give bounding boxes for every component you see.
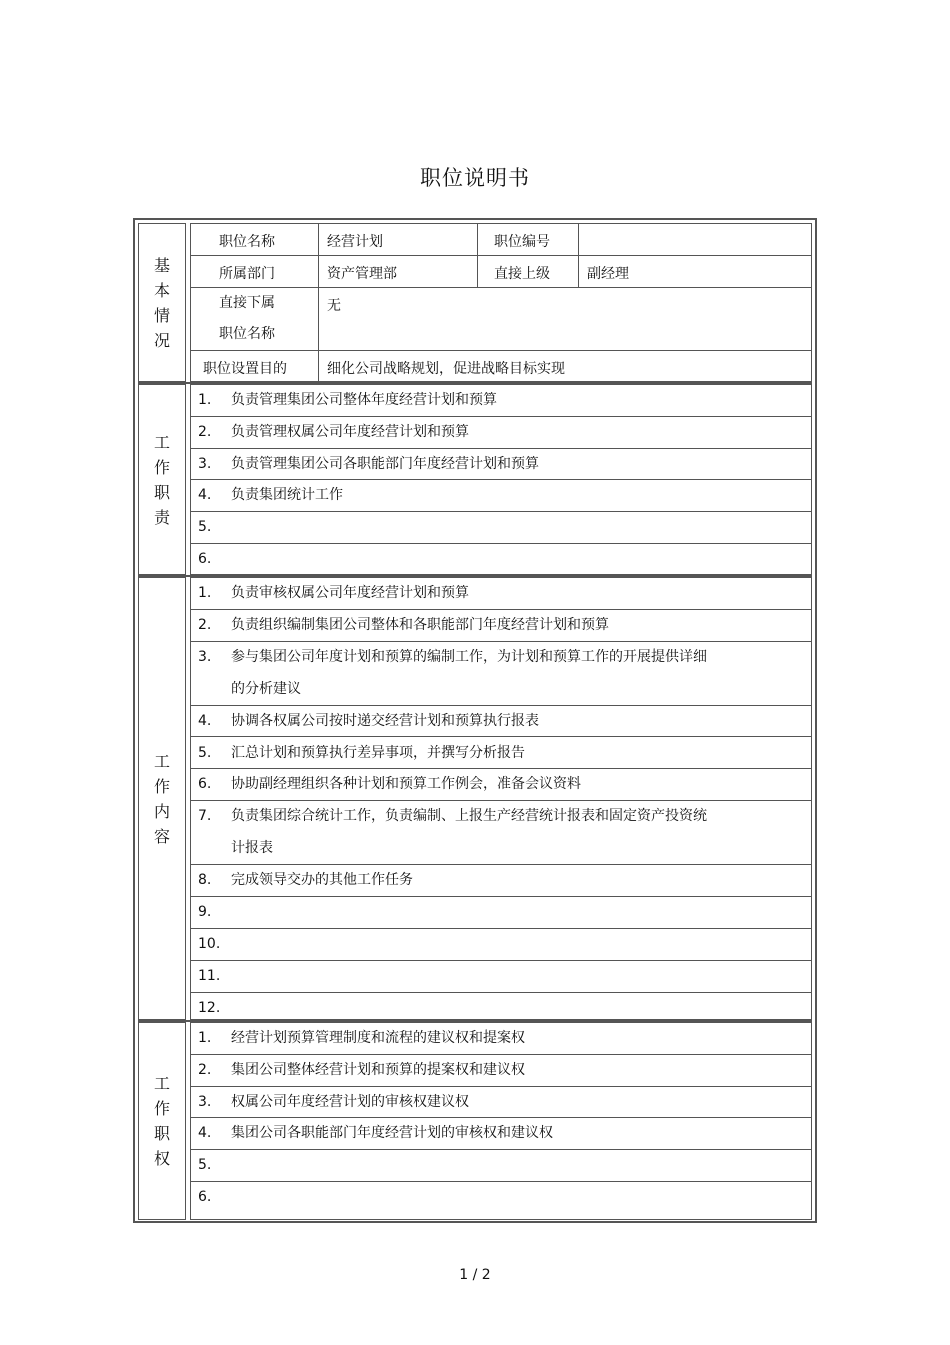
item-text: 协助副经理组织各种计划和预算工作例会，准备会议资料 [231, 776, 581, 793]
item-text: 集团公司整体经营计划和预算的提案权和建议权 [231, 1061, 525, 1078]
list-item [191, 480, 811, 512]
purpose-label: 职位设置目的 [191, 351, 319, 381]
position-name-value: 经营计划 [319, 224, 478, 255]
department-label: 所属部门 [191, 256, 319, 287]
list-item [191, 929, 811, 961]
item-text-continued: 计报表 [231, 840, 273, 857]
item-text: 负责管理权属公司年度经营计划和预算 [231, 423, 469, 440]
page-number: 1 / 2 [459, 1267, 491, 1283]
basic-row-subordinate [191, 288, 811, 351]
list-item [191, 1182, 811, 1214]
subordinate-label-line2: 职位名称 [219, 326, 275, 342]
list-item [191, 449, 811, 481]
item-number: 6. [198, 551, 212, 567]
duties-rows [190, 384, 812, 575]
authority-rows [190, 1022, 812, 1220]
list-item [191, 610, 811, 642]
list-item [191, 512, 811, 544]
content-rows [190, 577, 812, 1020]
item-number: 9. [198, 904, 212, 920]
list-item [191, 706, 811, 738]
item-text: 协调各权属公司按时递交经营计划和预算执行报表 [231, 712, 539, 729]
item-number: 11. [198, 967, 221, 984]
subordinate-label [191, 288, 319, 350]
item-number: 4. [198, 487, 212, 504]
list-item [191, 1118, 811, 1150]
item-number: 3. [198, 648, 212, 665]
duties-label-cell [138, 384, 186, 575]
content-section [138, 575, 812, 1020]
list-item [191, 1150, 811, 1182]
item-number: 2. [198, 1061, 212, 1078]
list-item [191, 801, 811, 865]
item-text: 负责集团统计工作 [231, 487, 343, 504]
item-number: 2. [198, 423, 212, 440]
basic-info-label-cell [138, 223, 186, 382]
item-text: 集团公司各职能部门年度经营计划的审核权和建议权 [231, 1125, 553, 1142]
item-text: 负责审核权属公司年度经营计划和预算 [231, 585, 469, 601]
item-text: 权属公司年度经营计划的审核权建议权 [231, 1093, 469, 1110]
item-text: 负责集团综合统计工作，负责编制、上报生产经营统计报表和固定资产投资统 [231, 808, 707, 825]
item-text-continued: 的分析建议 [231, 680, 301, 697]
item-number: 1. [198, 1030, 212, 1046]
list-item [191, 385, 811, 417]
department-value: 资产管理部 [319, 256, 478, 287]
list-item [191, 897, 811, 929]
subordinate-label-line1: 直接下属 [219, 295, 275, 311]
superior-value: 副经理 [587, 266, 629, 282]
list-item [191, 738, 811, 770]
item-text: 参与集团公司年度计划和预算的编制工作，为计划和预算工作的开展提供详细 [231, 648, 707, 665]
item-number: 12. [198, 999, 221, 1016]
list-item [191, 642, 811, 706]
item-number: 5. [198, 1157, 212, 1174]
item-number: 1. [198, 585, 212, 601]
item-text: 汇总计划和预算执行差异事项，并撰写分析报告 [231, 744, 525, 761]
content-label: 工作内容 [153, 751, 170, 846]
duties-section [138, 382, 812, 575]
basic-info-rows [190, 223, 812, 382]
basic-row-purpose [191, 351, 811, 381]
list-item [191, 769, 811, 801]
item-text: 经营计划预算管理制度和流程的建议权和提案权 [231, 1030, 525, 1046]
item-number: 1. [198, 392, 212, 408]
item-text: 负责管理集团公司各职能部门年度经营计划和预算 [231, 455, 539, 472]
job-description-table [133, 218, 817, 1223]
purpose-value: 细化公司战略规划，促进战略目标实现 [327, 361, 565, 377]
list-item [191, 961, 811, 993]
item-number: 5. [198, 519, 212, 536]
list-item [191, 544, 811, 576]
item-number: 2. [198, 616, 212, 633]
authority-label: 工作职权 [153, 1074, 170, 1168]
superior-label: 直接上级 [478, 256, 579, 287]
list-item [191, 865, 811, 897]
item-text: 完成领导交办的其他工作任务 [231, 872, 413, 889]
item-number: 5. [198, 744, 212, 761]
basic-info-section [138, 223, 812, 382]
position-name-label: 职位名称 [191, 224, 319, 255]
subordinate-value: 无 [327, 298, 341, 314]
item-number: 6. [198, 776, 212, 793]
item-number: 4. [198, 1125, 212, 1142]
basic-row-position [191, 224, 811, 256]
document-title: 职位说明书 [420, 166, 530, 190]
duties-label: 工作职责 [153, 432, 170, 527]
list-item [191, 1087, 811, 1119]
content-label-cell [138, 577, 186, 1020]
item-number: 6. [198, 1189, 212, 1205]
position-code-label: 职位编号 [478, 224, 579, 255]
list-item [191, 1023, 811, 1055]
position-code-value [579, 224, 811, 255]
item-text: 负责组织编制集团公司整体和各职能部门年度经营计划和预算 [231, 616, 609, 633]
authority-section [138, 1020, 812, 1220]
item-number: 10. [198, 935, 221, 952]
item-number: 4. [198, 712, 212, 729]
item-number: 8. [198, 872, 212, 889]
item-text: 负责管理集团公司整体年度经营计划和预算 [231, 392, 497, 408]
item-number: 3. [198, 1093, 212, 1110]
basic-info-label: 基本情况 [153, 255, 170, 350]
list-item [191, 1055, 811, 1087]
item-number: 7. [198, 808, 212, 825]
list-item [191, 578, 811, 610]
authority-label-cell [138, 1022, 186, 1220]
basic-row-department [191, 256, 811, 288]
item-number: 3. [198, 455, 212, 472]
list-item [191, 417, 811, 449]
